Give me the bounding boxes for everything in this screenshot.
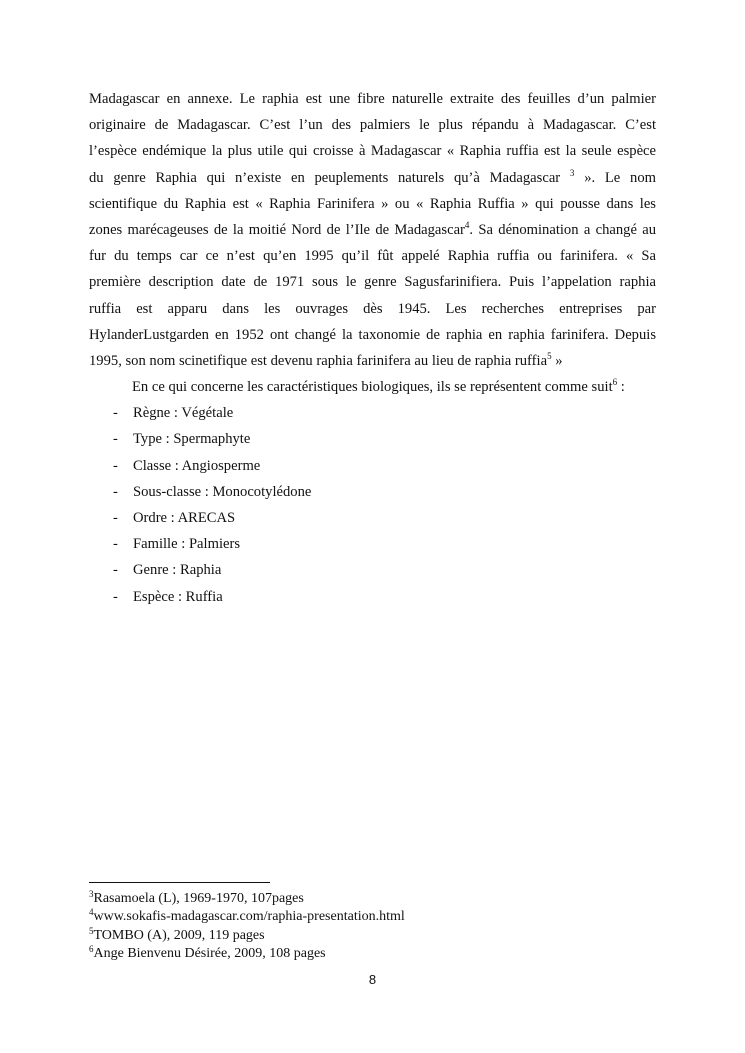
- paragraph-raphia-description: [89, 86, 656, 374]
- list-item: [89, 426, 656, 452]
- list-dash: -: [113, 536, 118, 553]
- list-item-text: Type : Spermaphyte: [133, 431, 251, 448]
- text-segment: [89, 219, 656, 238]
- list-dash: -: [113, 483, 118, 500]
- footnote-number: 4: [89, 907, 94, 918]
- list-item: [89, 505, 656, 531]
- list-dash: -: [113, 510, 118, 526]
- list-item: [89, 400, 656, 426]
- footnotes: [89, 890, 405, 963]
- list-item: [89, 584, 656, 610]
- text-fragment: :: [617, 379, 625, 396]
- list-item: [89, 453, 656, 479]
- text-line: originaire de Madagascar. C’est l’un des palmiers le plus répandu à Madagascar. C’est: [89, 117, 656, 134]
- list-dash: -: [113, 588, 118, 605]
- footnote-text: www.sokafis-madagascar.com/raphia-presentation.html: [93, 909, 405, 925]
- list-item: [89, 531, 656, 557]
- list-item-text: Classe : Angiosperme: [133, 457, 261, 474]
- footnote: [89, 945, 405, 963]
- footnote-text: TOMBO (A), 2009, 119 pages: [93, 927, 265, 943]
- footnote-ref: 3: [569, 167, 575, 178]
- text-line: [89, 165, 656, 191]
- classification-list: [89, 400, 656, 610]
- text-line: scientifique du Raphia est « Raphia Farinifera » ou « Raphia Ruffia » qui pousse dans les: [89, 195, 656, 212]
- text-line: l’espèce endémique la plus utile qui croisse à Madagascar « Raphia ruffia est la seule espèce: [89, 143, 656, 160]
- list-item-text: Sous-classe : Monocotylédone: [133, 483, 312, 500]
- page-number: 8: [368, 972, 377, 987]
- footnote-text: Rasamoela (L), 1969-1970, 107pages: [93, 891, 304, 906]
- list-dash: -: [113, 562, 118, 579]
- list-dash: -: [113, 457, 118, 474]
- text-line: Madagascar en annexe. Le raphia est une fibre naturelle extraite des feuilles d’un palmier: [89, 91, 656, 107]
- text-fragment: 1995, son nom scinetifique est devenu raphia farinifera au lieu de raphia ruffia: [89, 352, 548, 369]
- list-item: [89, 479, 656, 505]
- text-fragment: . Sa dénomination a changé au: [469, 221, 656, 238]
- text-line: [89, 217, 656, 243]
- list-item: [89, 557, 656, 583]
- text-line: première description date de 1971 sous le genre Sagusfarinifiera. Puis l’appelation raphia: [89, 274, 656, 291]
- list-item-text: Ordre : ARECAS: [133, 510, 236, 526]
- text-fragment: En ce qui concerne les caractéristiques biologiques, ils se représentent comme suit: [132, 379, 613, 396]
- text-fragment: »: [551, 352, 563, 369]
- footnote-ref: 5: [547, 350, 552, 361]
- text-line: [89, 374, 656, 400]
- footnote-ref: 4: [464, 219, 470, 230]
- text-fragment: zones marécageuses de la moitié Nord de l’Ile de Madagascar: [89, 221, 465, 238]
- list-dash: -: [113, 405, 118, 422]
- text-line: [89, 348, 656, 374]
- list-item-text: Règne : Végétale: [133, 405, 234, 422]
- footnote-number: 3: [89, 889, 94, 899]
- footnote-number: 6: [89, 943, 94, 954]
- paragraph-biological-characteristics: [89, 374, 656, 400]
- footnote-separator: [89, 882, 270, 883]
- footnote: [89, 890, 405, 908]
- footnote-number: 5: [89, 925, 94, 936]
- body-text: [89, 86, 656, 610]
- footnote: [89, 927, 405, 945]
- list-item-text: Famille : Palmiers: [133, 536, 241, 553]
- text-line: ruffia est apparu dans les ouvrages dès 1945. Les recherches entreprises par: [89, 300, 656, 317]
- text-segment: du genre Raphia qui n’existe en peuplements naturels qu’à Madagascar: [89, 169, 561, 186]
- list-dash: -: [113, 431, 118, 448]
- list-item-text: Genre : Raphia: [133, 562, 222, 579]
- text-segment: ». Le nom: [584, 169, 656, 186]
- list-item-text: Espèce : Ruffia: [133, 588, 223, 605]
- footnote: [89, 908, 405, 926]
- footnote-ref: 6: [612, 377, 618, 388]
- text-line: HylanderLustgarden en 1952 ont changé la taxonomie de raphia en raphia farinifera. Depuis: [89, 326, 656, 343]
- text-line: fur du temps car ce n’est qu’en 1995 qu’il fût appelé Raphia ruffia ou farinifera. « Sa: [89, 248, 656, 265]
- footnote-text: Ange Bienvenu Désirée, 2009, 108 pages: [93, 945, 326, 961]
